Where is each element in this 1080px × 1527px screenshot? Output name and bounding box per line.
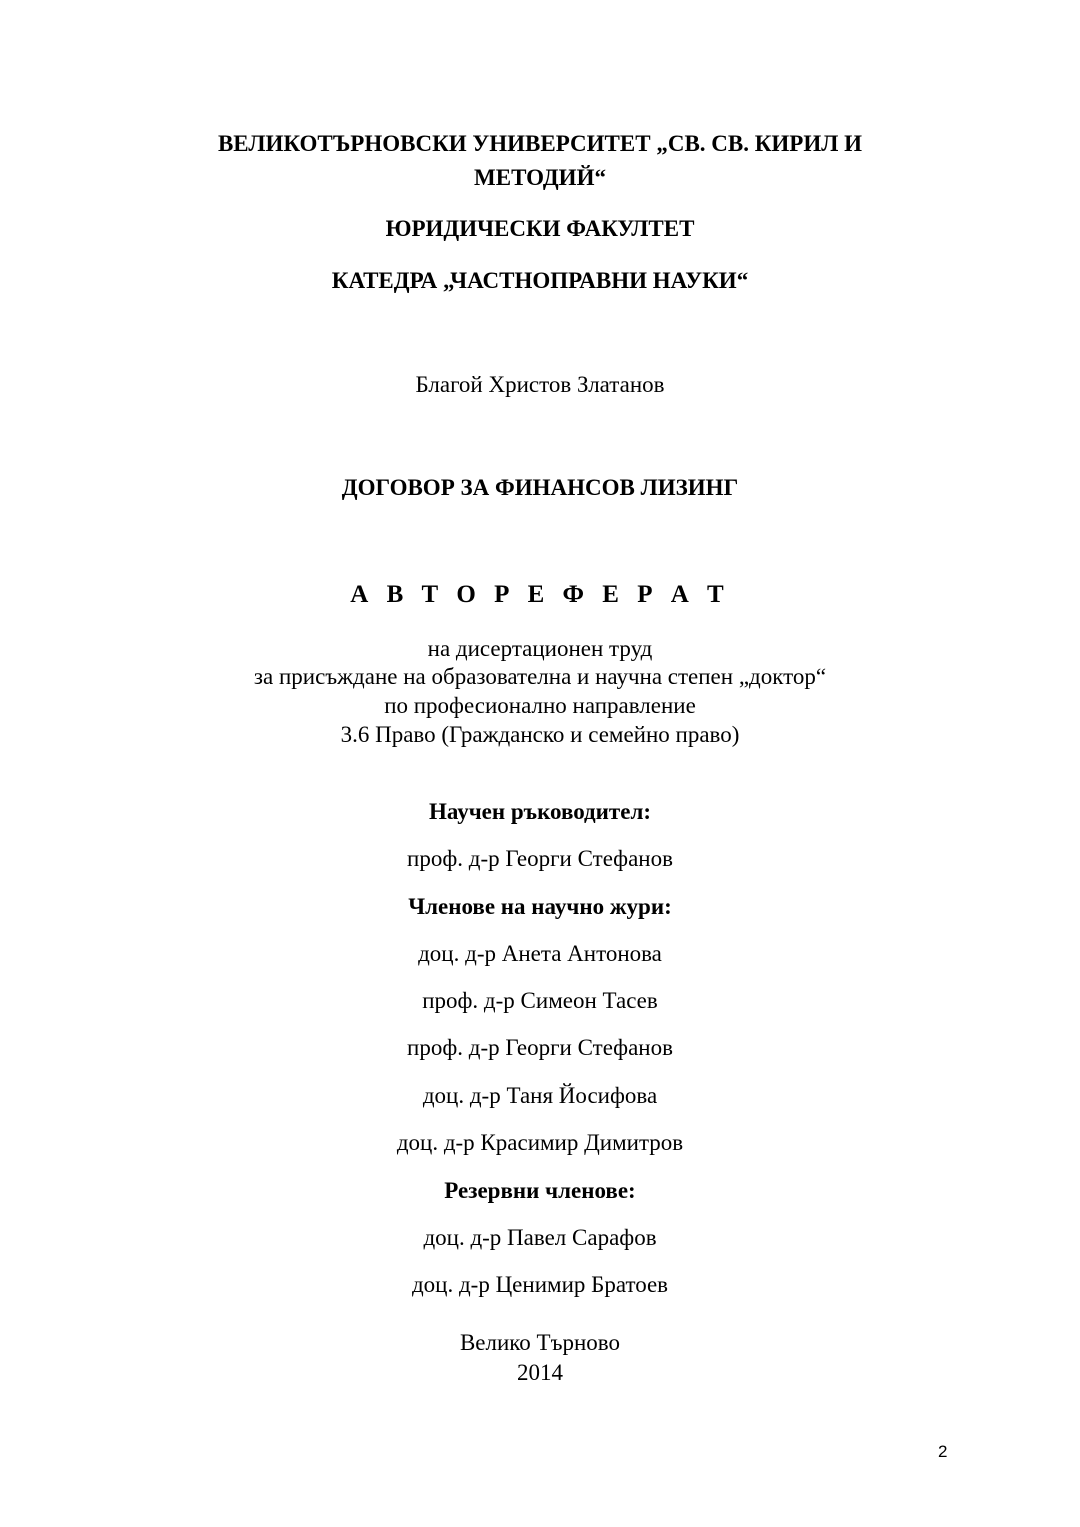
description-line: 3.6 Право (Гражданско и семейно право)	[340, 722, 740, 747]
supervisor-label: Научен ръководител:	[428, 799, 652, 824]
university-name-line-2: МЕТОДИЙ“	[474, 165, 606, 190]
jury-member: проф. д-р Георги Стефанов	[407, 1035, 673, 1060]
page-number: 2	[938, 1442, 948, 1461]
jury-member: доц. д-р Анета Антонова	[418, 941, 662, 966]
description-line: за присъждане на образователна и научна степен „доктор“	[253, 664, 827, 689]
university-name-line-1: ВЕЛИКОТЪРНОВСКИ УНИВЕРСИТЕТ „СВ. СВ. КИРИЛ И	[217, 131, 863, 156]
reserve-member: доц. д-р Павел Сарафов	[423, 1225, 657, 1250]
jury-member: проф. д-р Симеон Тасев	[422, 988, 658, 1013]
year: 2014	[517, 1360, 563, 1385]
jury-label: Членове на научно жури:	[408, 894, 672, 919]
jury-member: доц. д-р Красимир Димитров	[396, 1130, 684, 1155]
department-heading: КАТЕДРА „ЧАСТНОПРАВНИ НАУКИ“	[331, 268, 749, 293]
jury-member: доц. д-р Таня Йосифова	[422, 1083, 658, 1108]
reserve-member: доц. д-р Ценимир Братоев	[411, 1272, 669, 1297]
faculty-heading: ЮРИДИЧЕСКИ ФАКУЛТЕТ	[385, 216, 695, 241]
document-type: А В Т О Р Е Ф Е Р А Т	[350, 581, 730, 608]
author-name: Благой Христов Златанов	[415, 372, 665, 397]
description-line: по професионално направление	[384, 693, 696, 718]
reserve-label: Резервни членове:	[444, 1178, 636, 1203]
city: Велико Търново	[459, 1330, 621, 1355]
description-line: на дисертационен труд	[427, 636, 653, 661]
thesis-title: ДОГОВОР ЗА ФИНАНСОВ ЛИЗИНГ	[341, 475, 739, 500]
supervisor-name: проф. д-р Георги Стефанов	[407, 846, 673, 871]
